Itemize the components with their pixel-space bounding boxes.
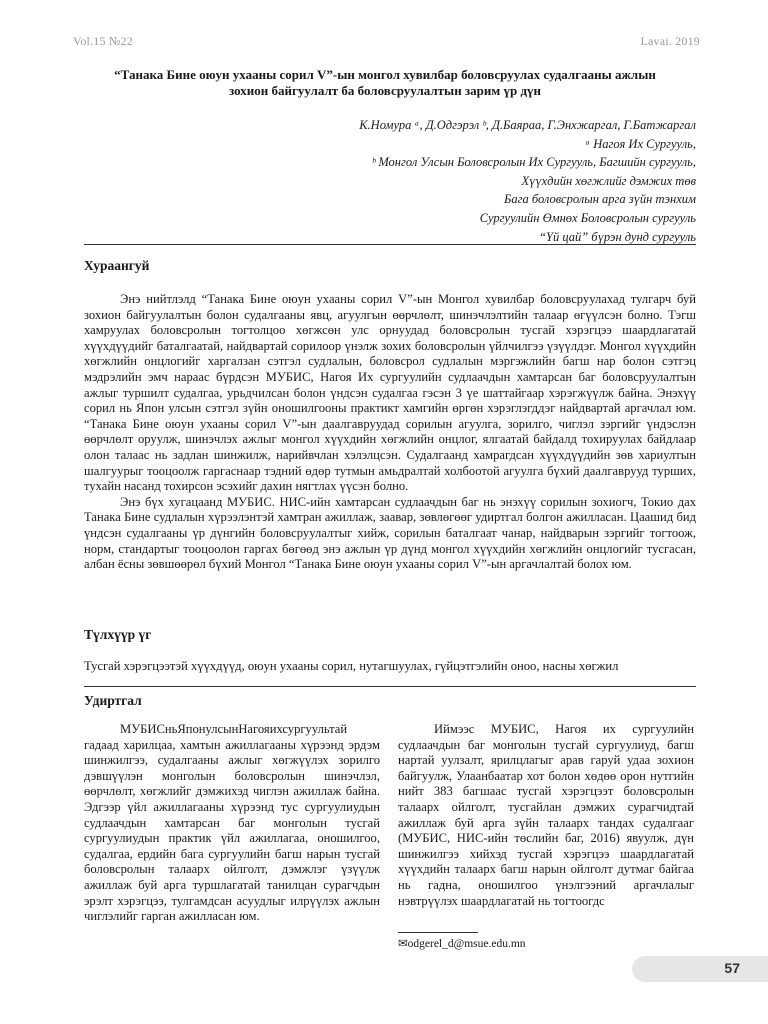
affiliation-a: ᵃ Нагоя Их Сургууль, <box>585 136 696 151</box>
affiliation-unit-3: Сургуулийн Өмнөх Боловсролын сургууль <box>479 210 696 225</box>
journal-issue-date: Lavai. 2019 <box>640 34 700 48</box>
footnote-email <box>398 936 526 950</box>
divider-keywords <box>84 686 696 687</box>
footnote-rule <box>398 932 478 933</box>
author-names: К.Номура ᵃ, Д.Одгэрэл ᵇ, Д.Баяраа, Г.Энхжаргал, Г.Батжаргал <box>359 118 696 132</box>
abstract-heading: Хураангуй <box>84 258 150 273</box>
intro-heading: Удиртгал <box>84 693 142 708</box>
divider-top <box>84 244 696 245</box>
affiliation-unit-1: Хүүхдийн хөгжлийг дэмжих төв <box>521 173 696 188</box>
page-number: 57 <box>724 960 740 976</box>
author-block <box>359 116 696 246</box>
article-title <box>70 67 700 99</box>
abstract-paragraph-2: Энэ бүх хугацаанд МУБИС. НИС-ийн хамтарсан судлаачдын баг нь энэхүү сорилын зохиогч, Токио дах Танака Бине судлалын хүрээлэнтэй хамтран ажиллаж, заавар, зөвлөгөөг удиртгал болгон ажилласан. Цаашид бид үндсэн судалгааны үр дүнгийн боловсруулалтыг хийж, сорилын баталгаат чанар, найдварын зэргийг тогтоож, норм, стандартыг тооцоолон гаргах бөгөөд энэ ажлын үр дүнд монгол хүүхдийн хөгжлийн онцлогийг тусгасан, албан ёсны зөвшөөрөл бүхий Монгол “Танака Бине оюун ухааны сорил V”-ын аргачлалтай болох юм. <box>84 494 696 572</box>
page-number-tab <box>632 956 768 982</box>
title-line-2: зохион байгуулалт ба боловсруулалтын зарим үр дүн <box>228 83 542 98</box>
intro-column-right <box>398 722 694 909</box>
abstract-paragraph-1: Энэ нийтлэлд “Танака Бине оюун ухааны сорил V”-ын Монгол хувилбар боловсруулахад тулгарч буй зохион байгуулалтын болон судалгааны явц, агуулгын өөрчлөлт, шинэчлэлтийн талаар өгүүлсэн болно. Тэгш хамруулах боловсролын тогтолцоо хөгжсөн улс орнуудад боловсролын тусгай хэрэгцээ шаардлагатай хүүхдүүдийг баталгаатай, найдвартай сорилоор үнэлж зохих боловсролын үйлчилгээ үзүүлдэг. Монгол хүүхдийн хөгжлийн онцлогийг харгалзан сэтгэл судлалын, боловсрол судлалын мэргэжлийн багш нар болон сэтгэц мэдрэлийн эмч нараас бүрдсэн МУБИС, Нагоя Их сургуулийн судлаачдын хамтарсан баг боловсруулалтын ажлыг туршилт судалгаа, урьдчилсан болон үндсэн судалгаа гэсэн 3 үе шаттайгаар хэрэгжүүлж байна. Энэхүү сорил нь Япон улсын сэтгэл зүйн оношилгооны практикт хамгийн өргөн хэрэглэгддэг найдвартай аргачлал юм. “Танака Бине оюун ухааны сорил V”-ын даалгавруудад сорилын агуулга, зорилго, чиглэл зэргийг үндэслэн өөрчлөлт оруулж, шинэчлэх ажлыг монгол хүүхдийн хөгжлийн онцлог, ялгаатай байдалд тохируулах байдлаар олон талаас нь задлан шинжилж, нарийвчлан хэлэлцсэн. Судалгаанд хамрагдсан хүүхдүүдийн зөв хариултын шалгуурыг тооцоолж гаргаснаар тэдний өдөр тутмын амьдралтай холбоотой агуулга бүхий даалгаврууд турших, тухайн насанд тохирсон эсэхийг дахин нягтлах үүсэн болно. <box>84 292 696 494</box>
intro-paragraph-right: Иймээс МУБИС, Нагоя их сургуулийн судлаачдын баг монголын тусгай сургуулиуд, багш нартай уулзалт, ярилцлагыг арав гаруй удаа зохион байгуулж, Улаанбаатар хот болон хөдөө орон нутгийн нийт 383 багшаас тусгай хэрэгцээт боловсролын талаарх ойлголт, тусгайлан дэмжих сурагчидтай ажиллаж буй арга зүйн талаарх тандах судалгааг (МУБИС, НИС-ийн төслийн баг, 2016) явуулж, дүн шинжилгээ хийхэд тусгай хэрэгцээ шаардлагатай хүүхдийн талаарх багш нарын ойлголт дутмаг байгаа нь гадна, оношилгоо үнэлгээний аргачлалыг нэвтрүүлэх шаардлагатай нь тогтоогдс <box>398 722 694 908</box>
title-line-1: “Танака Бине оюун ухааны сорил V”-ын монгол хувилбар боловсруулах судалгааны ажлын <box>114 67 656 82</box>
email-icon: ✉ <box>398 938 408 950</box>
abstract-body <box>84 292 696 573</box>
intro-paragraph-left: МУБИСньЯпонулсынНагояихсургуультай гадаад харилцаа, хамтын ажиллагааны хүрээнд эрдэм шинжилгээ, судалгааны ажлыг хөгжүүлэх зорилго дэвшүүлэн монголын боловсролын шинэчлэл, өөрчлөлт, хөгжлийг дэмжихэд чиглэн ажиллаж байна. Эдгээр үйл ажиллагааны хүрээнд тус сургуулиудын судлаачдын хамтарсан баг монголын тусгай сургуулиудын практик үйл ажиллагаа, оношилгоо, судалгаа, ердийн бага сургуулийн багш нарын тусгай боловсролын талаарх ойлголт, дэмжлэг үзүүлж ажиллаж буй арга туршлагатай танилцан сурагчдын эрэлт хэрэгцээ, тулгамдсан асуудлыг илрүүлэх ажлын чиглэлийг гарган ажилласан юм. <box>84 722 380 924</box>
affiliation-b: ᵇ Монгол Улсын Боловсролын Их Сургууль, Багшийн сургууль, <box>371 155 696 170</box>
keywords-text: Тусгай хэрэгцээтэй хүүхдүүд, оюун ухааны сорил, нутагшуулах, гүйцэтгэлийн оноо, насны хөгжил <box>84 659 619 673</box>
affiliation-unit-2: Бага боловсролын арга зүйн тэнхим <box>504 192 696 207</box>
affiliation-unit-4: “Үй цай” бүрэн дунд сургууль <box>539 229 696 244</box>
intro-column-left <box>84 722 380 925</box>
footnote-email-text: odgerel_d@msue.edu.mn <box>407 938 526 950</box>
journal-volume: Vol.15 №22 <box>73 34 133 48</box>
keywords-heading: Түлхүүр үг <box>84 627 152 642</box>
